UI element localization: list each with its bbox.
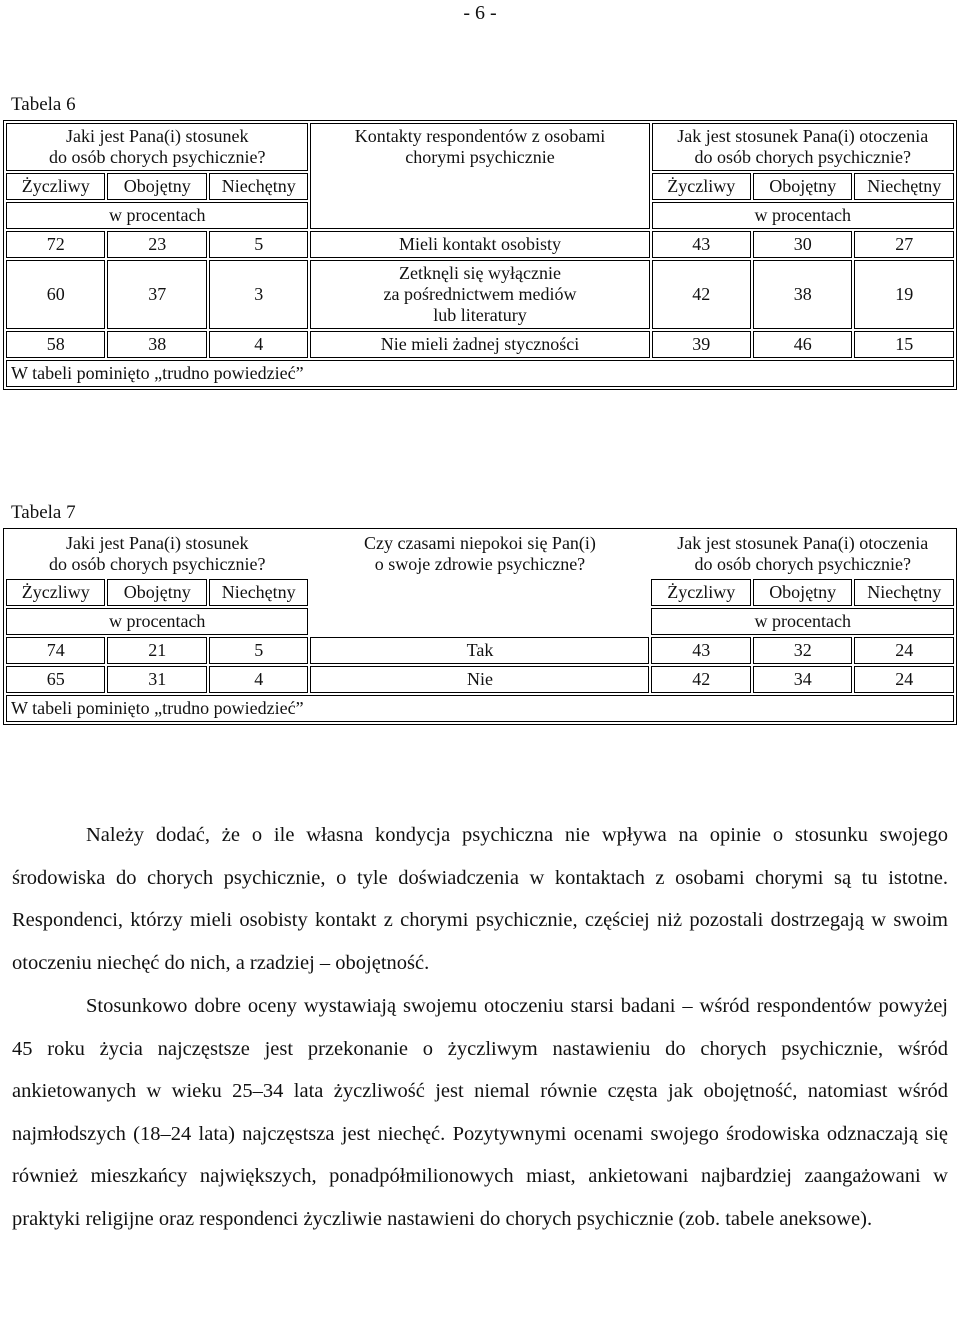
table-cell: 4: [209, 666, 309, 693]
table-cell: 24: [854, 637, 954, 664]
table-cell: 31: [107, 666, 206, 693]
table-cell: 21: [107, 637, 206, 664]
header-line: Czy czasami niepokoi się Pan(i): [363, 533, 596, 553]
table-cell: 43: [652, 231, 751, 258]
unit-label: w procentach: [6, 202, 308, 229]
header-line: Kontakty respondentów z osobami: [354, 126, 606, 146]
right-question-header: [651, 531, 954, 577]
table-row: [6, 637, 954, 664]
header-line: do osób chorych psychicznie?: [694, 554, 911, 574]
column-header: Niechętny: [209, 173, 309, 200]
paragraph: Stosunkowo dobre oceny wystawiają swojemu otoczeniu starsi badani – wśród respondentów powyżej 45 roku życia najczęstsze jest przekonanie o życzliwym nastawieniu do chorych psychicznie, wśród ankietowanych w wieku 25–34 lata życzliwość jest niemal równie częsta jak obojętność, natomiast wśród najmłodszych (18–24 lata) najczęstsza jest niechęć. Pozytywnymi ocenami swojego środowiska odznaczają się również mieszkańcy największych, ponadpółmilionowych miast, ankietowani najbardziej zaangażowani w praktyki religijne oraz respondenci życzliwie nastawieni do chorych psychicznie (zob. tabele aneksowe).: [12, 995, 948, 1230]
middle-header: [310, 123, 649, 229]
table-cell: 42: [652, 260, 751, 329]
column-header: Obojętny: [753, 579, 852, 606]
row-label-line: lub literatury: [433, 305, 527, 325]
table-cell: 43: [651, 637, 750, 664]
table-cell: 4: [209, 331, 309, 358]
unit-label: w procentach: [6, 608, 308, 635]
column-header: Życzliwy: [6, 579, 105, 606]
table-cell: 15: [854, 331, 954, 358]
column-header: Życzliwy: [651, 579, 750, 606]
left-question-header: [6, 123, 308, 171]
page-number: - 6 -: [463, 2, 497, 24]
row-label: Nie: [310, 666, 649, 693]
table-header-row: [6, 531, 954, 577]
table-row: [6, 666, 954, 693]
header-line: Jak jest stosunek Pana(i) otoczenia: [677, 126, 929, 146]
row-label: Tak: [310, 637, 649, 664]
table-cell: 58: [6, 331, 105, 358]
table-cell: 30: [753, 231, 852, 258]
table-cell: 34: [753, 666, 852, 693]
table-cell: 42: [651, 666, 750, 693]
column-header: Niechętny: [854, 173, 954, 200]
table-row: [6, 231, 954, 258]
table-7-caption: Tabela 7: [11, 502, 76, 523]
table-cell: 72: [6, 231, 105, 258]
table-7: [3, 528, 957, 725]
table-cell: 65: [6, 666, 105, 693]
table-6: [3, 120, 957, 390]
row-label: Mieli kontakt osobisty: [310, 231, 649, 258]
row-label-line: za pośrednictwem mediów: [383, 284, 577, 304]
column-header: Życzliwy: [652, 173, 751, 200]
middle-header: [310, 531, 649, 635]
column-header: Niechętny: [209, 579, 309, 606]
table-row: [6, 331, 954, 358]
header-line: Jak jest stosunek Pana(i) otoczenia: [677, 533, 929, 553]
header-line: do osób chorych psychicznie?: [49, 554, 266, 574]
header-line: do osób chorych psychicznie?: [694, 147, 911, 167]
table-cell: 46: [753, 331, 852, 358]
table-cell: 32: [753, 637, 852, 664]
column-header: Obojętny: [107, 579, 206, 606]
unit-label: w procentach: [651, 608, 954, 635]
table-cell: 38: [107, 331, 206, 358]
footnote-row: [6, 360, 954, 387]
table-6-caption: Tabela 6: [11, 94, 76, 115]
right-question-header: [652, 123, 954, 171]
column-header: Obojętny: [753, 173, 852, 200]
table-footnote: W tabeli pominięto „trudno powiedzieć”: [6, 695, 954, 722]
paragraph: Należy dodać, że o ile własna kondycja psychiczna nie wpływa na opinie o stosunku swojego środowiska do chorych psychicznie, o tyle doświadczenia w kontaktach z osobami chorymi są tu istotne. Respondenci, którzy mieli osobisty kontakt z chorymi psychicznie, częściej niż pozostali dostrzegają w swoim otoczeniu niechęć do nich, a rzadziej – obojętność.: [12, 824, 948, 974]
column-header: Niechętny: [854, 579, 954, 606]
left-question-header: [6, 531, 308, 577]
table-cell: 27: [854, 231, 954, 258]
header-line: do osób chorych psychicznie?: [49, 147, 266, 167]
table-header-row: [6, 123, 954, 171]
table-cell: 23: [107, 231, 206, 258]
unit-label: w procentach: [652, 202, 954, 229]
table-cell: 5: [209, 637, 309, 664]
row-label: Nie mieli żadnej styczności: [310, 331, 649, 358]
header-line: Jaki jest Pana(i) stosunek: [65, 533, 249, 553]
table-row: [6, 260, 954, 329]
footnote-row: [6, 695, 954, 722]
table-cell: 74: [6, 637, 105, 664]
table-cell: 60: [6, 260, 105, 329]
header-line: chorymi psychicznie: [405, 147, 555, 167]
table-cell: 3: [209, 260, 309, 329]
row-label: [310, 260, 649, 329]
table-footnote: W tabeli pominięto „trudno powiedzieć”: [6, 360, 954, 387]
table-cell: 37: [107, 260, 206, 329]
header-line: Jaki jest Pana(i) stosunek: [65, 126, 249, 146]
row-label-line: Zetknęli się wyłącznie: [399, 263, 561, 283]
table-cell: 39: [652, 331, 751, 358]
table-cell: 38: [753, 260, 852, 329]
column-header: Życzliwy: [6, 173, 105, 200]
column-header: Obojętny: [107, 173, 206, 200]
header-line: o swoje zdrowie psychiczne?: [374, 554, 586, 574]
table-cell: 5: [209, 231, 309, 258]
table-cell: 24: [854, 666, 954, 693]
table-cell: 19: [854, 260, 954, 329]
